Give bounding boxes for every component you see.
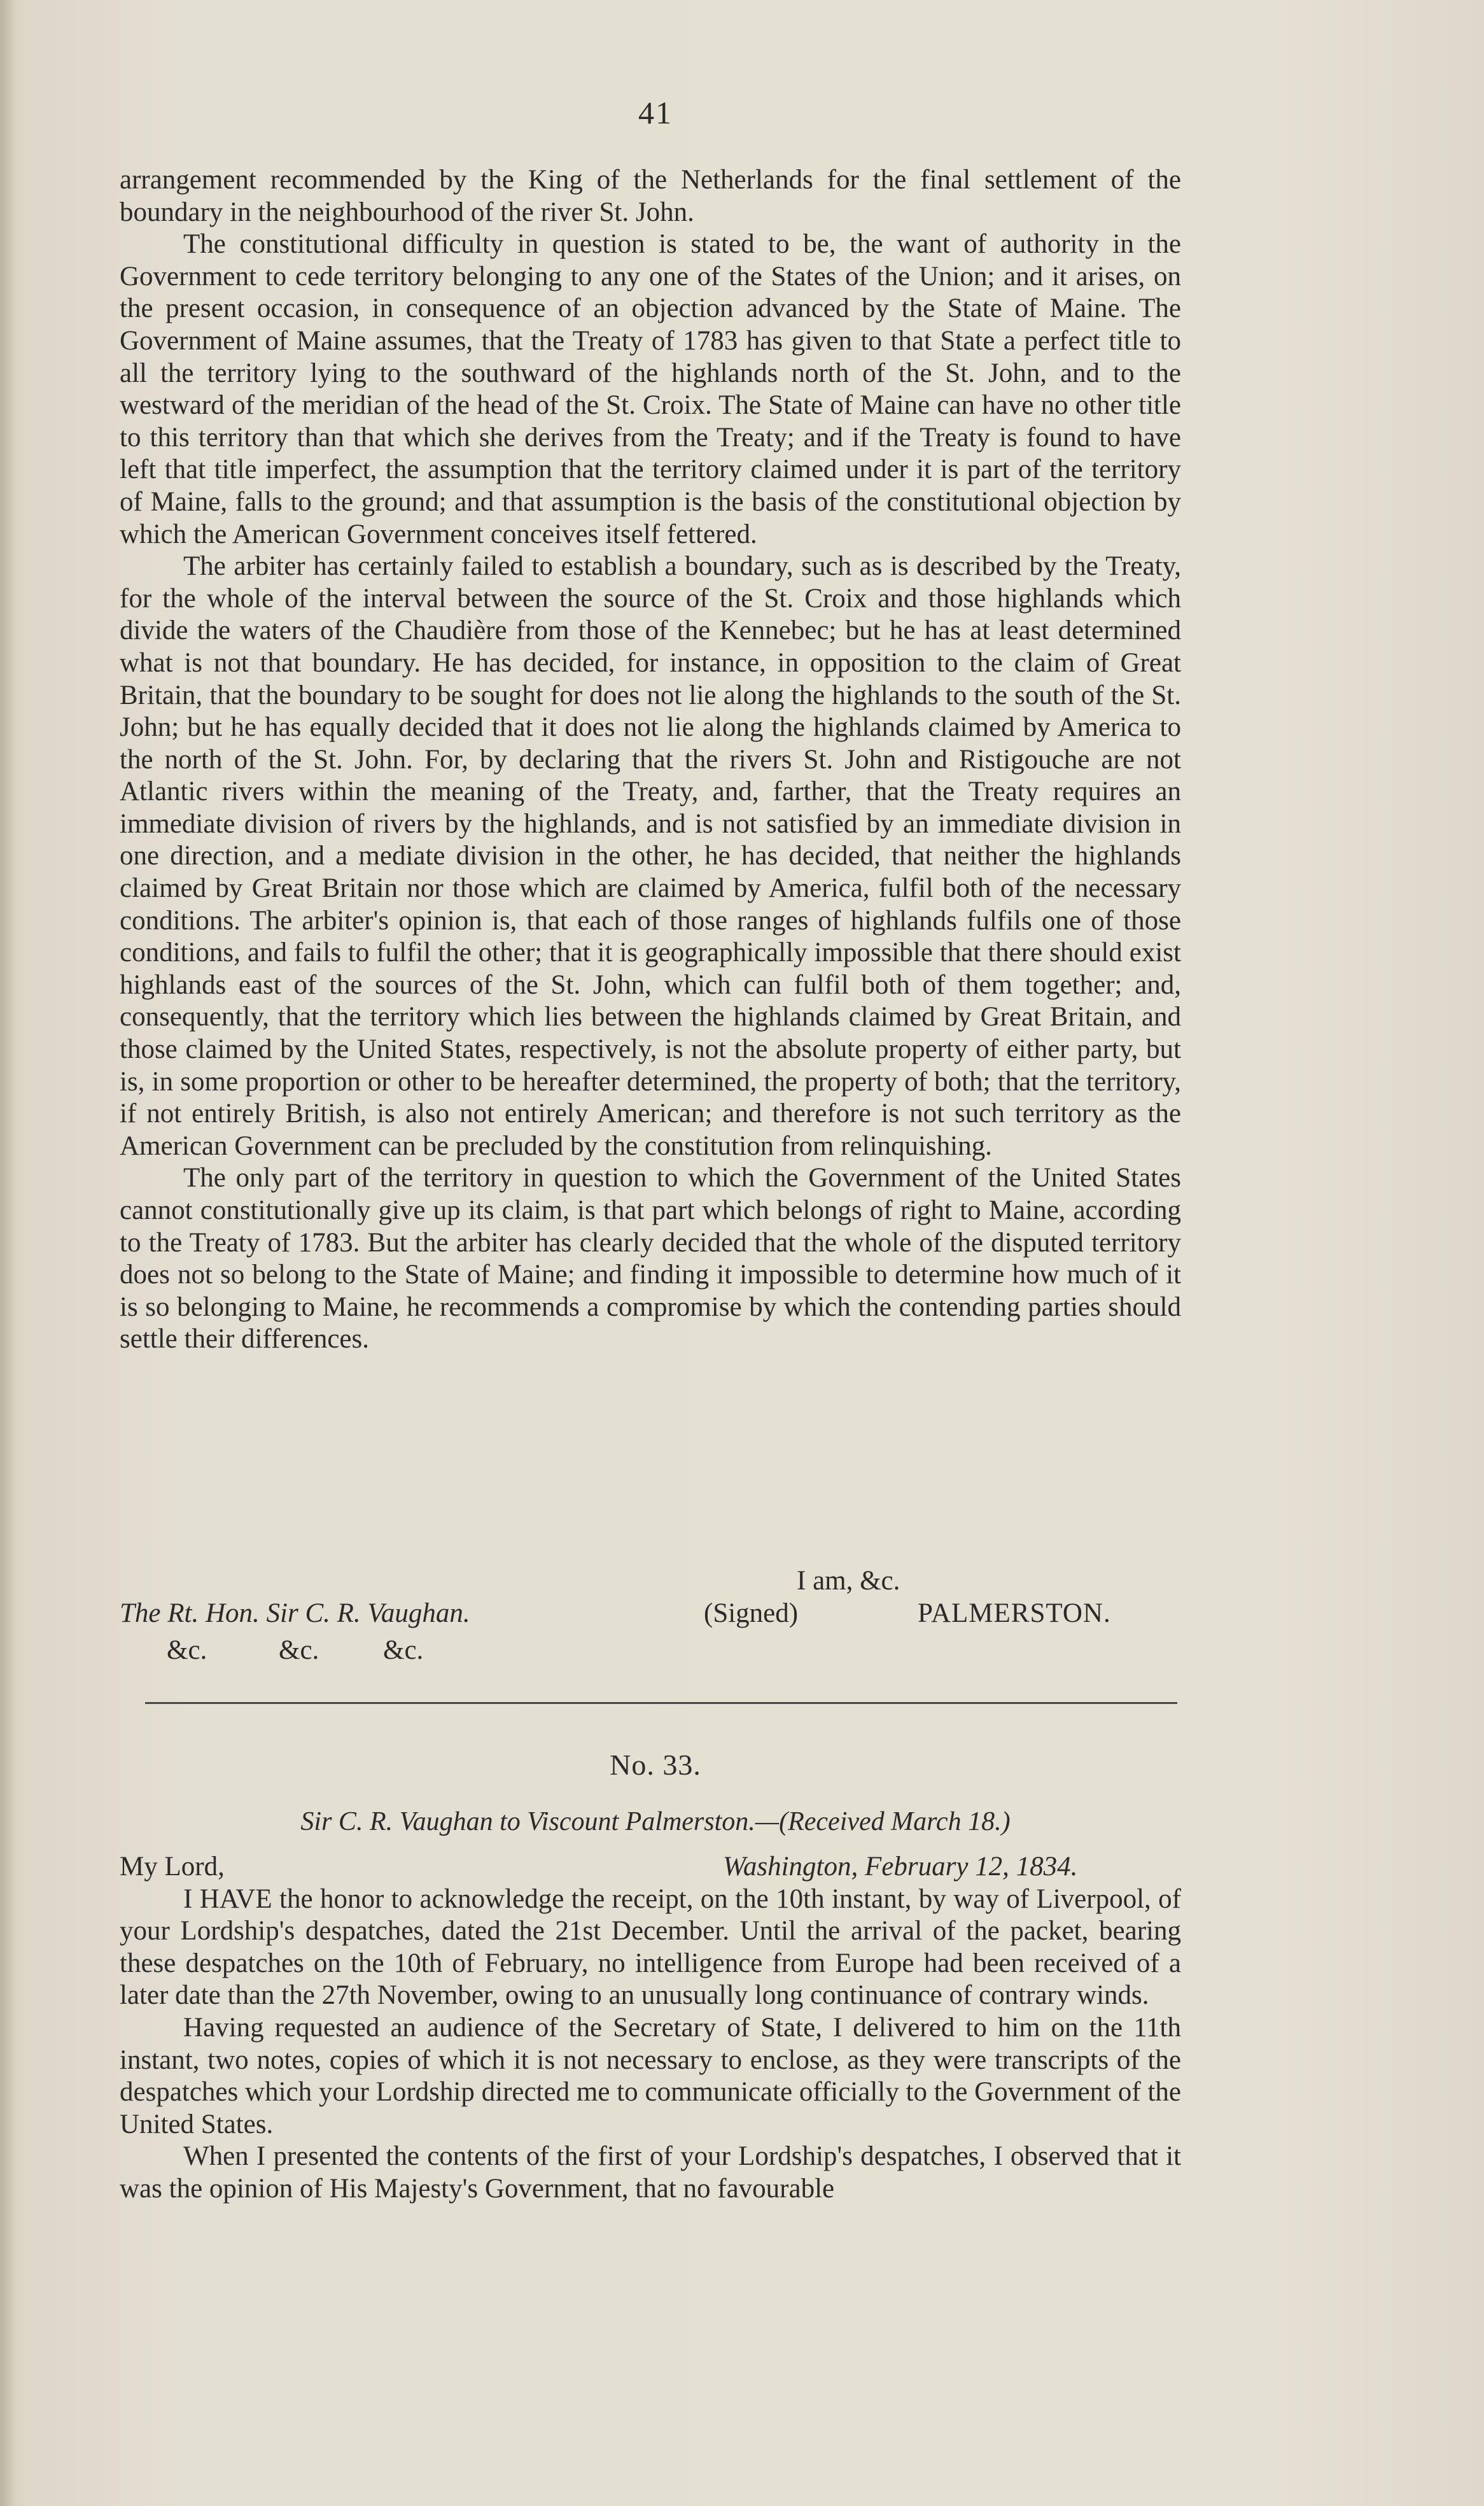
binding-shadow: [0, 0, 14, 2506]
closing-phrase: I am, &c.: [797, 1566, 900, 1596]
page-number: 41: [638, 95, 673, 130]
document-subject: Sir C. R. Vaughan to Viscount Palmerston.—(Received March 18.): [300, 1807, 1011, 1836]
paragraph: The arbiter has certainly failed to establish a boundary, such as is described by the Treaty, for the whole of the interval between the source of the St. Croix and those highlands which divide the waters of the Chaudière from those of the Kennebec; but he has at least determined what is not that boundary. He has decided, for instance, in opposition to the claim of Great Britain, that the boundary to be sought for does not lie along the highlands to the south of the St. John; but he has equally decided that it does not lie along the highlands claimed by America to the north of the St. John. For, by declaring that the rivers St. John and Ristigouche are not Atlantic rivers within the meaning of the Treaty, and, farther, that the Treaty requires an immediate division of rivers by the highlands, and is not satisfied by an immediate division in one direction, and a mediate division in the other, he has decided, that neither the highlands claimed by Great Britain nor those which are claimed by America, fulfil both of the necessary conditions. The arbiter's opinion is, that each of those ranges of highlands fulfils one of those conditions, and fails to fulfil the other; that it is geographically impossible that there should exist highlands east of the sources of the St. John, which can fulfil both of them together; and, consequently, that the territory which lies between the highlands claimed by Great Britain, and those claimed by the United States, respectively, is not the absolute property of either party, but is, in some proportion or other to be hereafter determined, the property of both; that the territory, if not entirely British, is also not entirely American; and therefore is not such territory as the American Government can be precluded by the constitution from relinquishing.: [120, 551, 1181, 1161]
paragraph: When I presented the contents of the first of your Lordship's despatches, I observed that it was the opinion of His Majesty's Government, that no favourable: [120, 2141, 1181, 2204]
paragraph: Having requested an audience of the Secretary of State, I delivered to him on the 11th instant, two notes, copies of which it is not necessary to enclose, as they were transcripts of the despatches which your Lordship directed me to communicate officially to the Government of the United States.: [120, 2012, 1181, 2139]
section-divider: [145, 1702, 1177, 1704]
letter-body-second: [120, 1851, 1181, 2206]
etc-3: &c.: [383, 1635, 424, 1665]
paragraph: I HAVE the honor to acknowledge the receipt, on the 10th instant, by way of Liverpool, of your Lordship's despatches, dated the 21st December. Until the arrival of the packet, bearing these despatches on the 10th of February, no intelligence from Europe had been received of a later date than the 27th November, owing to an unusually long continuance of contrary winds.: [120, 1883, 1181, 2011]
salutation-line: [120, 1851, 1181, 1883]
letter-body: [120, 164, 1181, 1356]
addressee: The Rt. Hon. Sir C. R. Vaughan.: [120, 1598, 470, 1628]
signature: PALMERSTON.: [918, 1598, 1111, 1628]
document-number: No. 33.: [610, 1749, 701, 1781]
paragraph: The only part of the territory in question to which the Government of the United States cannot constitutionally give up its claim, is that part which belongs of right to Maine, according to the Treaty of 1783. But the arbiter has clearly decided that the whole of the disputed territory does not so belong to the State of Maine; and finding it impossible to determine how much of it is so belonging to Maine, he recommends a compromise by which the contending parties should settle their differences.: [120, 1163, 1181, 1355]
salutation: My Lord,: [120, 1852, 225, 1882]
place-date: Washington, February 12, 1834.: [723, 1852, 1078, 1882]
etc-1: &c.: [167, 1635, 207, 1665]
signed-label: (Signed): [704, 1598, 799, 1628]
etc-2: &c.: [279, 1635, 319, 1665]
paragraph: arrangement recommended by the King of the Netherlands for the final settlement of the boundary in the neighbourhood of the river St. John.: [120, 165, 1181, 227]
paragraph: The constitutional difficulty in question is stated to be, the want of authority in the Government to cede territory belonging to any one of the States of the Union; and it arises, on the present occasion, in consequence of an objection advanced by the State of Maine. The Government of Maine assumes, that the Treaty of 1783 has given to that State a perfect title to all the territory lying to the southward of the highlands north of the St. John, and to the westward of the meridian of the head of the St. Croix. The State of Maine can have no other title to this territory than that which she derives from the Treaty; and if the Treaty is found to have left that title imperfect, the assumption that the territory claimed under it is part of the territory of Maine, falls to the ground; and that assumption is the basis of the constitutional objection by which the American Government conceives itself fettered.: [120, 229, 1181, 549]
